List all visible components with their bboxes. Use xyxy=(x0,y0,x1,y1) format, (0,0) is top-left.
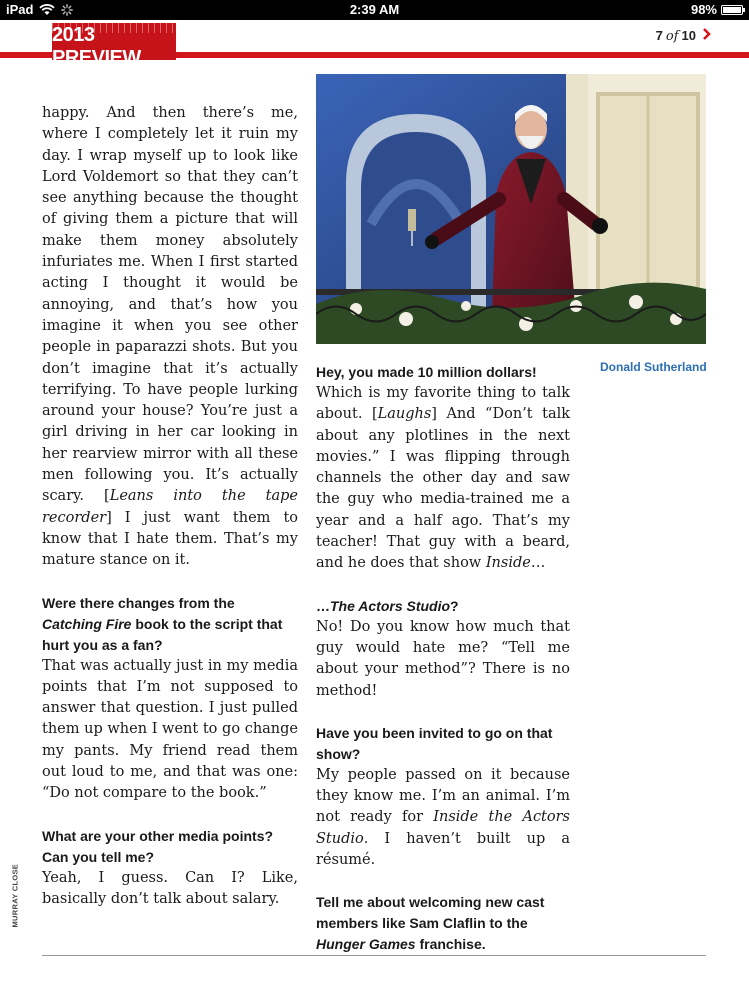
paragraph-text: happy. And then there’s me, where I completely let it ruin my day. I wrap myself up to look like Lord Voldemort so that they can’t see anything because the thought of giving them a picture that will make them money absolutely infuriates me. When I first started acting I thought it would be annoying, and that’s how you imagine it when you see other people in paparazzi shots. But you don’t imagine that it’s actually terrifying. To have people lurking around your house? You’re just a girl driving in her car looking in her rearview mirror with all these men following you. It’s actually scary. [ xyxy=(42,105,298,505)
question-italic: The Actors Studio xyxy=(330,597,451,614)
page-indicator[interactable] xyxy=(656,28,711,44)
status-bar xyxy=(0,0,749,20)
bottom-rule xyxy=(42,955,706,956)
photo-credit-text: MURRAY CLOSE xyxy=(10,863,20,928)
question-heading: Have you been invited to go on that show? xyxy=(316,724,553,762)
question-heading xyxy=(42,593,298,656)
answer-paragraph: No! Do you know how much that guy would hate me? “Tell me about your method”? There is no method! xyxy=(316,618,570,699)
question-italic: Catching Fire xyxy=(42,615,132,632)
question-text: Tell me about welcoming new cast members like Sam Claflin to the xyxy=(316,894,545,932)
battery-icon xyxy=(721,5,743,15)
battery-fill xyxy=(723,7,741,13)
answer-text: ] And “Don’t talk about any plotlines in the next movies.” I was flipping through channels the other day and saw the guy who media-trained me a year and a half ago. That’s my teacher! That guy with a beard, and he does that show xyxy=(316,406,571,572)
question-text: franchise. xyxy=(415,936,486,953)
paragraph-text: ] I just want them to know that I hate them. That’s my mature stance on it. xyxy=(42,509,298,569)
answer-text: My people passed on it because they know me. I’m an animal. I’m not ready for xyxy=(316,766,570,826)
question-heading: Hey, you made 10 million dollars! xyxy=(316,364,537,380)
answer-paragraph: That was actually just in my media points that I’m not supposed to answer that question. I just pulled them up when I went to go change my pants. My friend read them out loud to me, and that was one: “Do not compare to the book.” xyxy=(42,657,298,802)
chevron-right-icon[interactable] xyxy=(702,28,711,40)
answer-text: … xyxy=(530,555,546,572)
section-badge-label: 2013 PREVIEW xyxy=(52,23,141,69)
photo-credit xyxy=(8,840,22,930)
article-column-left xyxy=(42,103,298,910)
question-heading xyxy=(316,892,570,955)
question-text: ? xyxy=(450,597,459,614)
page-total: 10 xyxy=(681,28,696,43)
photo-illustration xyxy=(316,74,706,344)
paragraph xyxy=(42,103,298,572)
paragraph-italic: Leans into the tape recorder xyxy=(42,488,299,526)
answer-text: Which is my favorite thing to talk about. [ xyxy=(316,385,570,423)
article-column-right xyxy=(316,362,570,955)
status-right xyxy=(691,2,743,17)
answer-italic: Inside the Actors Studio xyxy=(316,809,570,847)
answer-paragraph xyxy=(316,765,570,871)
question-heading xyxy=(316,596,570,617)
photo-caption: Donald Sutherland xyxy=(600,360,707,374)
status-time: 2:39 AM xyxy=(349,2,400,17)
answer-italic: Inside xyxy=(485,555,531,572)
page-of: of xyxy=(665,29,679,44)
page-current: 7 xyxy=(655,28,663,43)
article-photo xyxy=(316,74,706,344)
question-heading: What are your other media points? Can you tell me? xyxy=(42,827,274,865)
answer-text: . I haven’t built up a résumé. xyxy=(316,830,570,869)
section-badge xyxy=(52,20,176,69)
question-italic: Hunger Games xyxy=(316,936,416,953)
answer-italic: Laughs xyxy=(377,406,432,423)
answer-paragraph xyxy=(316,383,570,575)
device-label: iPad xyxy=(6,2,34,17)
answer-paragraph: Yeah, I guess. Can I? Like, basically don’t talk about salary. xyxy=(42,869,298,907)
question-text: Were there changes from the xyxy=(42,594,235,611)
question-text: book to the script that hurt you as a fan? xyxy=(42,615,283,653)
battery-percent: 98% xyxy=(690,2,717,17)
question-text: … xyxy=(316,597,330,614)
